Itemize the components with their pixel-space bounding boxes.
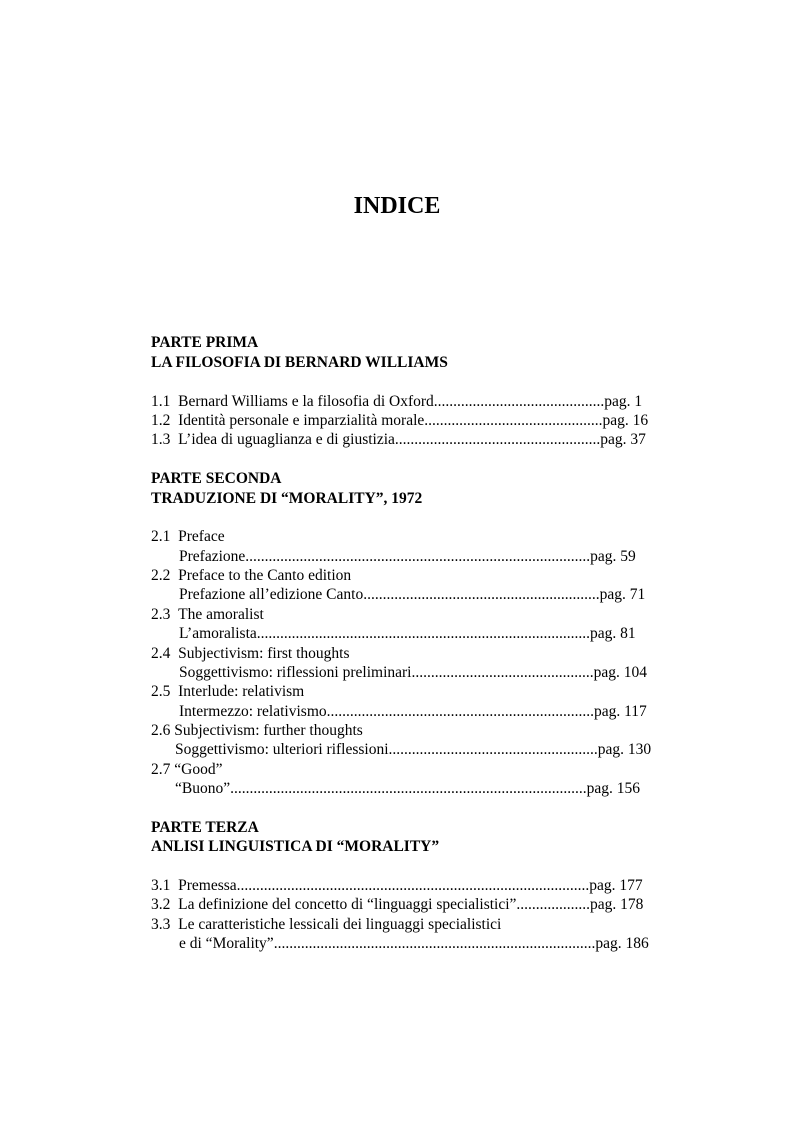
toc-entry-title: The amoralist — [178, 606, 264, 623]
toc-entry-dots: ............................................... — [411, 664, 594, 681]
toc-entry-subtitle: “Buono” — [175, 780, 231, 797]
toc-entry-title: Bernard Williams e la filosofia di Oxford — [178, 393, 434, 410]
toc-entry-translation — [179, 547, 636, 567]
toc-entry-translation — [179, 585, 645, 605]
toc-entry-subtitle: e di “Morality” — [179, 935, 274, 952]
toc-entry-translation — [175, 740, 651, 760]
toc-entry-title: Preface to the Canto edition — [178, 567, 352, 584]
toc-entry — [151, 527, 225, 547]
toc-entry-page: pag. 71 — [599, 586, 646, 603]
toc-entry-translation — [175, 779, 640, 799]
toc-entry-translation — [179, 702, 647, 722]
toc-entry-subtitle: Soggettivismo: ulteriori riflessioni — [175, 741, 389, 758]
toc-entry-dots: ................................................................................... — [273, 935, 596, 952]
part-1-label: PARTE PRIMA — [151, 334, 259, 351]
toc-entry-number: 3.1 — [151, 877, 171, 894]
toc-entry — [151, 876, 643, 896]
toc-entry — [151, 392, 642, 412]
toc-entry-page: pag. 59 — [590, 548, 636, 565]
toc-entry-subtitle: Prefazione — [179, 548, 246, 565]
toc-entry-number: 1.2 — [151, 412, 171, 429]
toc-entry-dots: ...................................................................................... — [256, 625, 591, 642]
toc-entry-number: 3.2 — [151, 896, 171, 913]
toc-entry-dots: ..................................................................... — [326, 703, 594, 720]
toc-entry-title: Subjectivism: first thoughts — [178, 645, 350, 662]
toc-entry-dots: ...................................................... — [388, 741, 598, 758]
toc-entry-page: pag. 81 — [590, 625, 636, 642]
toc-entry-translation — [179, 624, 636, 644]
toc-entry-dots: ............................................ — [433, 393, 605, 410]
toc-entry — [151, 566, 351, 586]
toc-entry-dots: ......................................................................................... — [245, 548, 591, 565]
toc-entry-number: 1.1 — [151, 393, 171, 410]
toc-entry-number: 2.5 — [151, 683, 171, 700]
toc-entry-dots: ..................................................... — [394, 431, 601, 448]
page-title: INDICE — [353, 193, 441, 219]
toc-entry-title: Subjectivism: further thoughts — [174, 722, 363, 739]
toc-entry-number: 1.3 — [151, 431, 171, 448]
toc-entry-title: Preface — [178, 528, 225, 545]
part-2-label: PARTE SECONDA — [151, 470, 282, 487]
toc-entry-number: 2.1 — [151, 528, 171, 545]
part-3-subtitle: ANLISI LINGUISTICA DI “MORALITY” — [151, 838, 440, 855]
toc-entry-number: 3.3 — [151, 916, 171, 933]
toc-entry-page: pag. 117 — [594, 703, 647, 720]
toc-entry-page: pag. 104 — [593, 664, 647, 681]
toc-entry — [151, 644, 350, 664]
toc-entry-number: 2.6 — [151, 722, 171, 739]
toc-entry-title: La definizione del concetto di “linguaggi specialistici” — [178, 896, 517, 913]
part-1-subtitle: LA FILOSOFIA DI BERNARD WILLIAMS — [151, 354, 448, 371]
toc-entry-subtitle: Intermezzo: relativismo — [179, 703, 327, 720]
toc-entry — [151, 430, 646, 450]
toc-entry-number: 2.4 — [151, 645, 171, 662]
toc-entry-title: Premessa — [178, 877, 237, 894]
toc-entry-subtitle: L’amoralista — [179, 625, 257, 642]
toc-entry — [151, 915, 501, 935]
toc-entry-page: pag. 177 — [589, 877, 643, 894]
toc-entry-number: 2.7 — [151, 761, 171, 778]
toc-entry-page: pag. 16 — [602, 412, 649, 429]
toc-entry-page: pag. 1 — [604, 393, 643, 410]
toc-entry-title: L’idea di uguaglianza e di giustizia — [178, 431, 395, 448]
toc-entry-title: Identità personale e imparzialità morale — [178, 412, 425, 429]
toc-entry-translation — [179, 663, 647, 683]
toc-entry-page: pag. 178 — [590, 896, 644, 913]
part-2-subtitle: TRADUZIONE DI “MORALITY”, 1972 — [151, 490, 423, 507]
toc-entry-dots: ................... — [516, 896, 591, 913]
toc-entry — [151, 721, 363, 741]
toc-entry-number: 2.2 — [151, 567, 171, 584]
toc-entry-number: 2.3 — [151, 606, 171, 623]
toc-entry — [151, 411, 648, 431]
toc-entry-page: pag. 186 — [595, 935, 649, 952]
toc-entry — [151, 760, 222, 780]
toc-entry-dots: ........................................................................................... — [236, 877, 590, 894]
toc-entry-subtitle: Soggettivismo: riflessioni preliminari — [179, 664, 412, 681]
toc-entry-dots: ............................................................................................ — [230, 780, 587, 797]
toc-entry-page: pag. 130 — [597, 741, 652, 758]
toc-entry-page: pag. 156 — [586, 780, 640, 797]
toc-entry-dots: .............................................. — [424, 412, 603, 429]
toc-entry — [151, 895, 643, 915]
toc-entry-title: Interlude: relativism — [178, 683, 305, 700]
toc-entry-title: Le caratteristiche lessicali dei linguaggi specialistici — [178, 916, 502, 933]
toc-entry-subtitle: Prefazione all’edizione Canto — [179, 586, 364, 603]
toc-entry — [151, 605, 264, 625]
toc-entry-page: pag. 37 — [600, 431, 646, 448]
toc-entry-translation — [179, 934, 649, 954]
toc-entry — [151, 682, 304, 702]
toc-entry-dots: ............................................................. — [363, 586, 600, 603]
toc-entry-title: “Good” — [174, 761, 223, 778]
part-3-label: PARTE TERZA — [151, 819, 259, 836]
